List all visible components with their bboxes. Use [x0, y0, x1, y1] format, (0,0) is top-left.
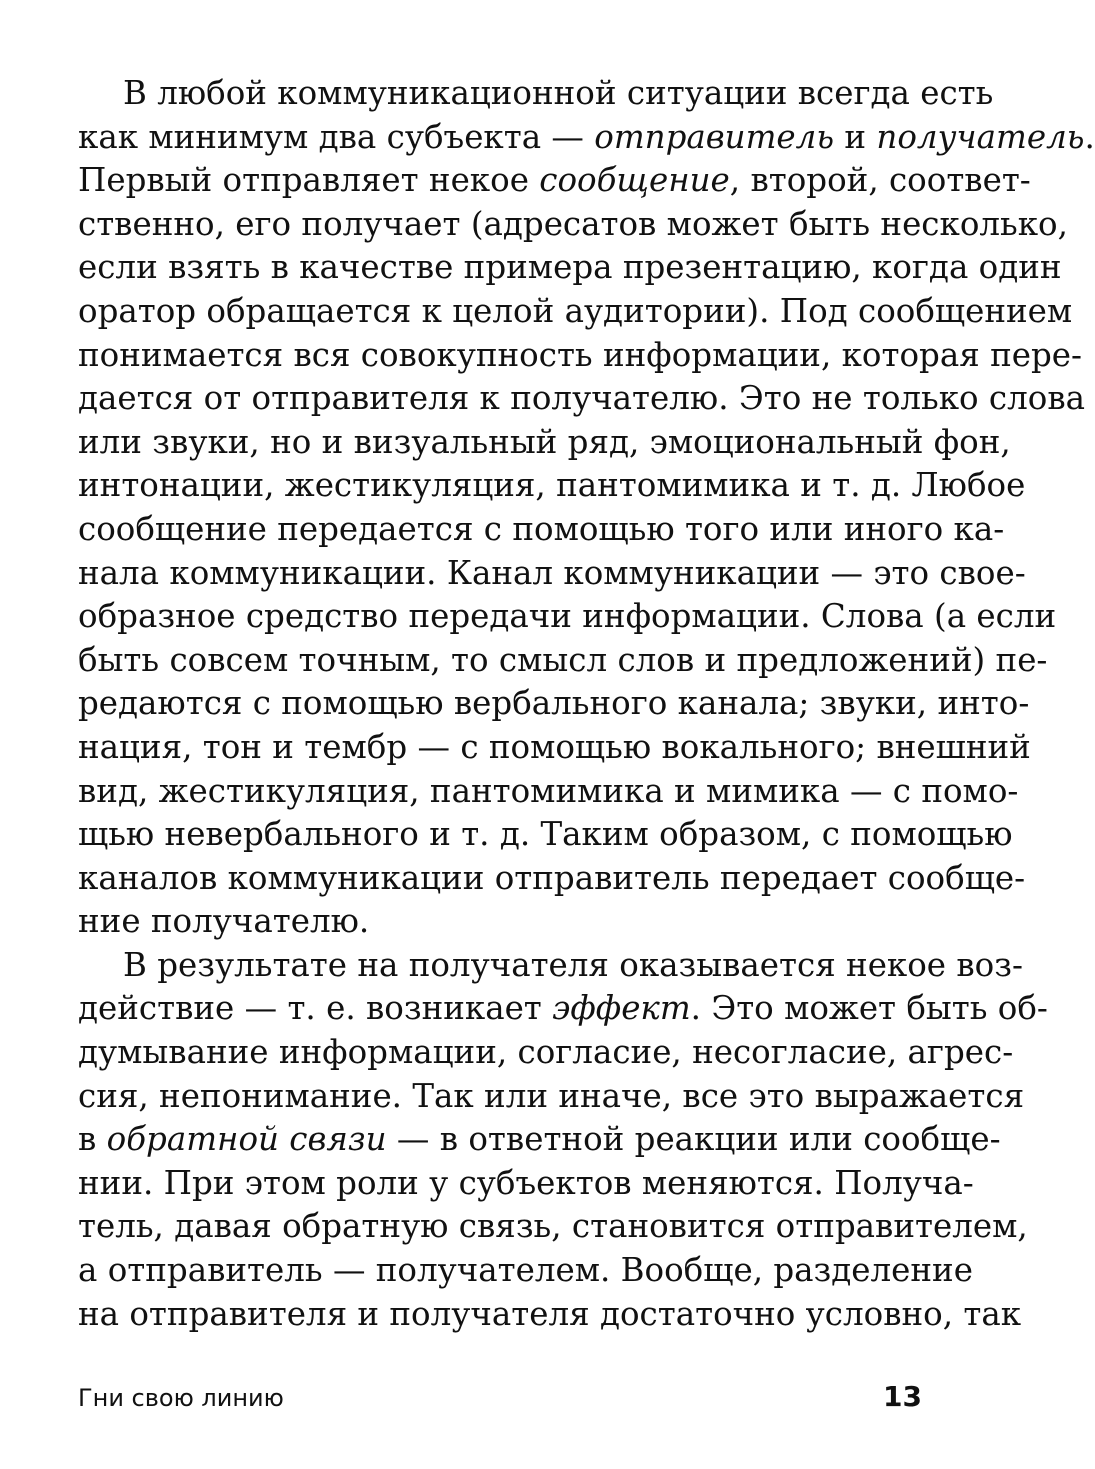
- text-line: нала коммуникации. Канал коммуникации — это свое-: [78, 553, 1026, 592]
- text-line: [78, 1118, 1001, 1162]
- text-line: В результате на получателя оказывается некое воз-: [123, 945, 1023, 984]
- text-run: действие — т. е. возникает: [78, 989, 553, 1028]
- term-sender: отправитель: [594, 117, 835, 156]
- term-message: сообщение: [539, 161, 730, 200]
- text-line: редаются с помощью вербального канала; звуки, инто-: [78, 684, 1030, 723]
- text-line: быть совсем точным, то смысл слов и предложений) пе-: [78, 640, 1048, 679]
- text-line: на отправителя и получателя достаточно условно, так: [78, 1294, 1022, 1333]
- term-feedback: обратной связи: [106, 1120, 387, 1159]
- term-effect: эффект: [552, 989, 691, 1028]
- text-run: . Это может быть об-: [690, 989, 1048, 1028]
- running-title: Гни свою линию: [78, 1384, 284, 1412]
- text-line: образное средство передачи информации. Слова (а если: [78, 597, 1057, 636]
- text-line: оратор обращается к целой аудитории). Под сообщением: [78, 291, 1073, 330]
- text-line: сообщение передается с помощью того или иного ка-: [78, 509, 1005, 548]
- term-receiver: получатель: [876, 117, 1085, 156]
- text-line: думывание информации, согласие, несогласие, агрес-: [78, 1033, 1014, 1072]
- text-line: вид, жестикуляция, пантомимика и мимика — с помо-: [78, 771, 1019, 810]
- text-line: интонации, жестикуляция, пантомимика и т. д. Любое: [78, 466, 1026, 505]
- text-run: .: [1084, 117, 1095, 156]
- text-run: , второй, соответ-: [729, 161, 1031, 200]
- text-line: или звуки, но и визуальный ряд, эмоциональный фон,: [78, 422, 1011, 461]
- text-run: — в ответной реакции или сообще-: [386, 1120, 1001, 1159]
- text-line: [78, 987, 1048, 1031]
- text-run: Первый отправляет некое: [78, 161, 540, 200]
- page-footer: [78, 1380, 922, 1420]
- paragraph-1: [78, 72, 1095, 944]
- text-line: [78, 159, 1031, 203]
- page-number: 13: [883, 1380, 922, 1413]
- text-line: ние получателю.: [78, 902, 370, 941]
- text-line: сия, непонимание. Так или иначе, все это выражается: [78, 1076, 1025, 1115]
- text-run: и: [834, 117, 877, 156]
- text-run: в: [78, 1120, 107, 1159]
- text-line: нация, тон и тембр — с помощью вокального; внешний: [78, 727, 1031, 766]
- text-line: щью невербального и т. д. Таким образом, с помощью: [78, 815, 1013, 854]
- text-line: [78, 116, 1095, 160]
- text-line: если взять в качестве примера презентацию, когда один: [78, 248, 1062, 287]
- text-line: а отправитель — получателем. Вообще, разделение: [78, 1251, 973, 1290]
- text-line: понимается вся совокупность информации, которая пере-: [78, 335, 1082, 374]
- text-run: как минимум два субъекта —: [78, 117, 595, 156]
- text-line: В любой коммуникационной ситуации всегда есть: [123, 74, 994, 112]
- text-line: тель, давая обратную связь, становится отправителем,: [78, 1207, 1028, 1246]
- text-line: ственно, его получает (адресатов может быть несколько,: [78, 204, 1068, 243]
- paragraph-2: [78, 944, 1048, 1336]
- text-line: нии. При этом роли у субъектов меняются. Получа-: [78, 1163, 974, 1202]
- text-line: каналов коммуникации отправитель передает сообще-: [78, 858, 1026, 897]
- page-body: [78, 72, 1095, 1336]
- text-line: дается от отправителя к получателю. Это не только слова: [78, 379, 1086, 418]
